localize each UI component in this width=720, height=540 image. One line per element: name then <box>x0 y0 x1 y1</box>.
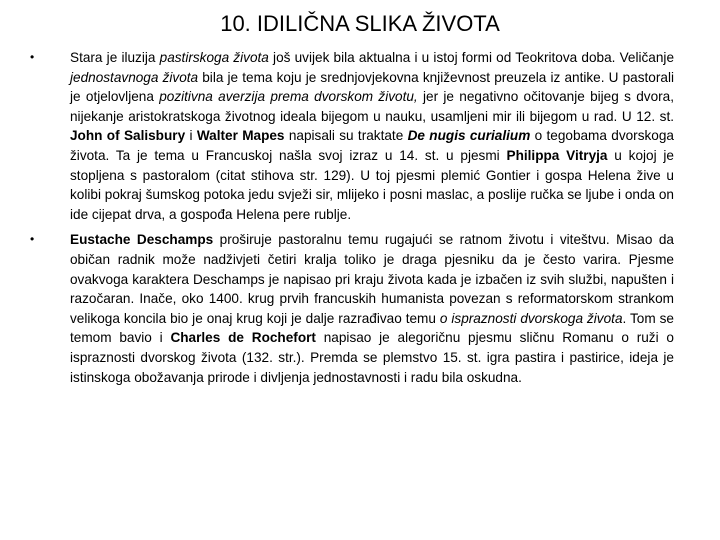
bullet-text <box>70 232 674 384</box>
body-text: bila je tema koju je srednjovjekovna književnost preuzela iz antike. U pastorali je otjelovljena <box>70 69 674 105</box>
emphasis-text: Philippa Vitryja <box>506 147 608 163</box>
emphasis-text: De nugis curialium <box>407 128 531 144</box>
emphasis-text: Eustache Deschamps <box>70 232 214 248</box>
body-text: napisali su traktate <box>284 128 408 144</box>
slide-title: 10. IDILIČNA SLIKA ŽIVOTA <box>220 11 500 36</box>
emphasis-text: jednostavnoga života <box>70 69 199 85</box>
emphasis-text: John of Salisbury <box>70 128 186 144</box>
bullet-icon: • <box>30 50 35 64</box>
body-text: . Tom se temom bavio i <box>70 310 674 346</box>
body-text: o tegobama dvorskoga života. Ta je tema u Francuskoj našla svoj izraz u 14. st. u pjesmi <box>70 128 674 163</box>
body-text: Stara je iluzija <box>70 50 160 65</box>
emphasis-text: pozitivna averzija prema dvorskom životu, <box>159 89 418 105</box>
bullet-item <box>30 48 674 224</box>
emphasis-text: o ispraznosti dvorskoga života <box>439 310 623 326</box>
bullet-text <box>70 50 674 222</box>
body-text: jer je negativno očitovanje bijeg s dvora, nijekanje aristokratskoga životnog ideala bijegom u nauku, usamljeni mir ili bijegom u rad. U 12. st. <box>70 89 674 124</box>
emphasis-text: Charles de Rochefort <box>170 330 316 346</box>
body-text: proširuje pastoralnu temu rugajući se ratnom životu i viteštvu. Misao da običan radnik može nadživjeti četiri kralja toliko je draga pjesniku da je često varira. Pjesme ovakvoga karaktera Deschamps je napisao pri kraju života kada je izbačen iz svih službi, napušten i razočaran. Inače, oko 1400. krug prvih francuskih humanista povezan s reformatorskom strankom velikoga koncila bio je onaj krug koji je dalje razrađivao temu <box>70 232 674 326</box>
emphasis-text: pastirskoga života <box>159 50 269 65</box>
body-text: u kojoj je stopljena s pastoralom (citat stihova str. 129). U toj pjesmi plemić Gontier i gospa Helena žive u kolibi pokraj šumskog potoka jedu svježi sir, mlijeko i posni maslac, a poslije ručka se ljube i onda on ide cijepat drva, a gospođa Helena pere rublje. <box>70 147 674 222</box>
bullet-list <box>30 48 674 387</box>
emphasis-text: Walter Mapes <box>196 128 285 144</box>
bullet-item <box>30 230 674 387</box>
body-text: još uvijek bila aktualna i u istoj formi od Teokritova doba. Veličanje <box>268 50 675 65</box>
bullet-icon: • <box>30 232 35 247</box>
body-text: i <box>185 128 197 144</box>
body-text: napisao je alegoričnu pjesmu sličnu Romanu o ruži o ispraznosti dvorskog života (132. str.). Premda se plemstvo 15. st. igra pastira i pastirice, ideja je istinskoga obožavanja prirode i divljenja jednostavnosti i radu bila oskudna. <box>70 330 674 385</box>
